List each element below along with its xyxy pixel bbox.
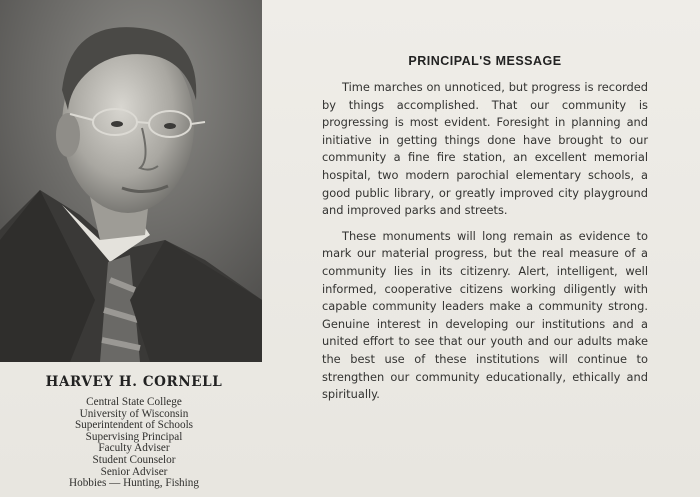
principal-name: HARVEY H. CORNELL <box>45 374 223 390</box>
principal-message <box>322 48 648 412</box>
credential-line: Student Counselor <box>92 453 176 466</box>
credential-line: Senior Adviser <box>100 465 168 478</box>
credential-line: University of Wisconsin <box>79 407 189 420</box>
portrait-photo <box>0 0 262 362</box>
message-paragraph: These monuments will long remain as evidence to mark our material progress, but the real measure of a community lies in its citizenry. Alert, intelligent, well informed, cooperative citizens working diligently with capable community leaders make a community strong. Genuine interest in developing our institutions and a united effort to see that our youth and our adults make the best use of these institutions will continue to strengthen our community educationally, ethically and spiritually. <box>322 228 648 402</box>
credential-line: Central State College <box>86 396 182 408</box>
hobbies-line: Hobbies — Hunting, Fishing <box>69 477 199 490</box>
credential-line: Faculty Adviser <box>98 442 170 455</box>
portrait-caption <box>36 374 232 490</box>
credential-line: Superintendent of Schools <box>74 419 194 432</box>
credential-line: Supervising Principal <box>85 430 183 443</box>
message-title: PRINCIPAL'S MESSAGE <box>408 54 562 68</box>
message-paragraph: Time marches on unnoticed, but progress is recorded by things accomplished. That our community is progressing is most evident. Foresight in planning and initiative in getting things done have brought to our community a fine fire station, an excellent memorial hospital, two modern parochial elementary schools, a good public library, or greatly improved city playground and improved parks and streets. <box>322 80 648 218</box>
